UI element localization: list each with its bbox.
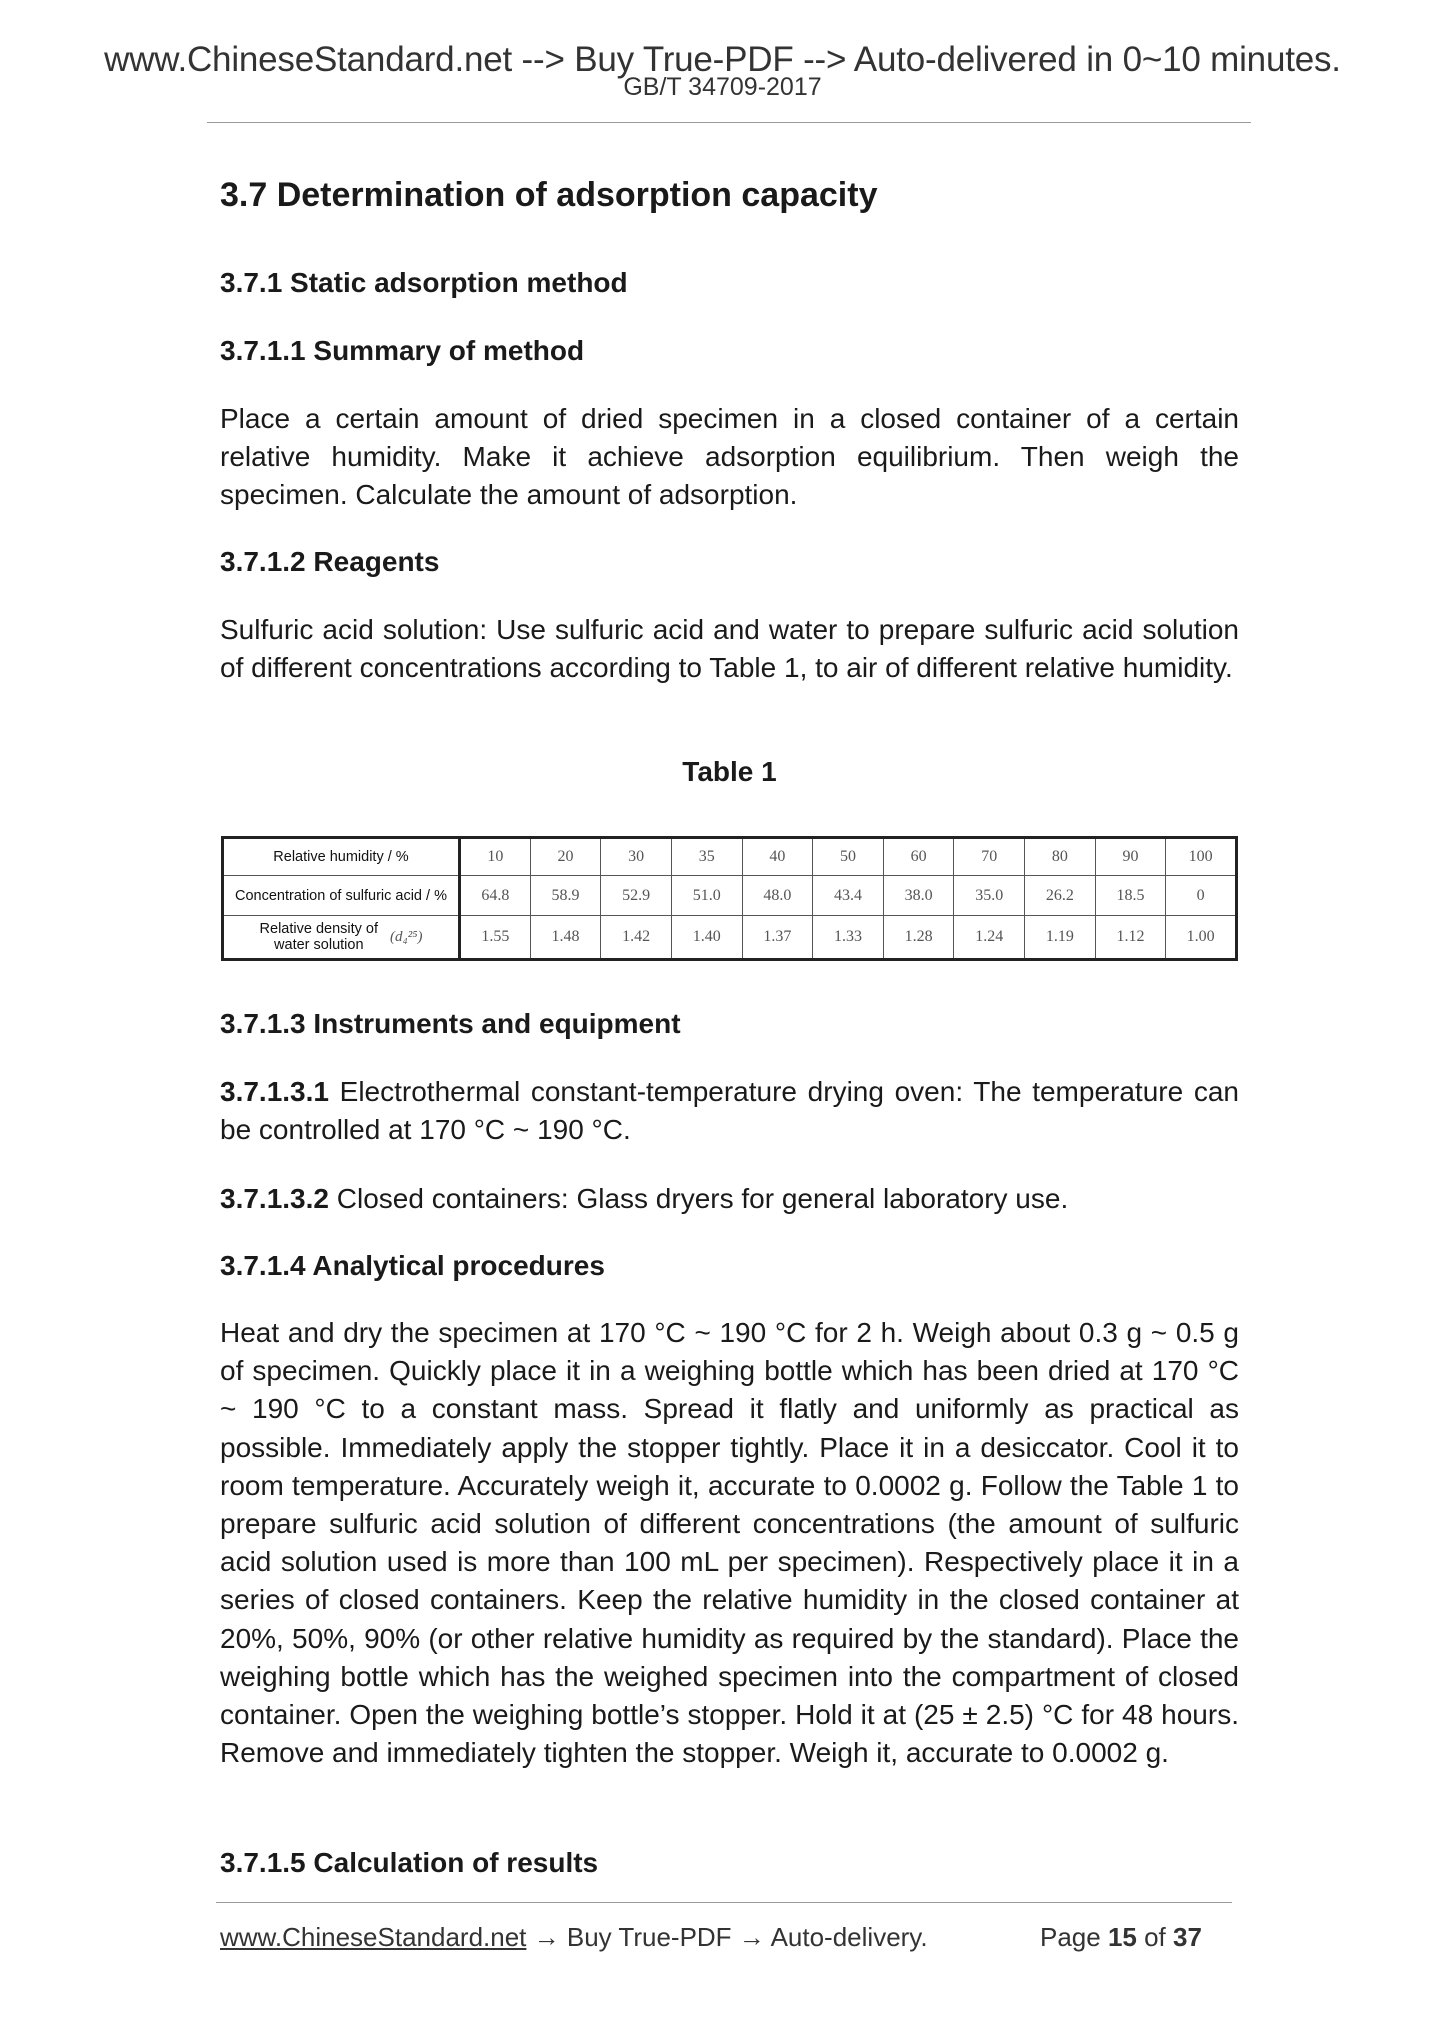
heading-3-7-1-5: 3.7.1.5 Calculation of results — [220, 1847, 599, 1878]
clause-text: Closed containers: Glass dryers for general laboratory use. — [328, 1183, 1069, 1214]
heading-3-7-1-1: 3.7.1.1 Summary of method — [220, 335, 585, 366]
density-cell: 1.37 — [742, 916, 813, 960]
paragraph-3-7-1-3-1 — [220, 1073, 1239, 1149]
header-divider — [207, 122, 1251, 123]
density-cell: 1.40 — [671, 916, 742, 960]
concentration-cell: 52.9 — [601, 876, 672, 916]
rh-cell: 100 — [1166, 838, 1237, 876]
density-cell: 1.48 — [530, 916, 601, 960]
density-cell: 1.28 — [883, 916, 954, 960]
table-row-relative-density — [223, 916, 1237, 960]
concentration-cell: 58.9 — [530, 876, 601, 916]
of-word: of — [1136, 1922, 1174, 1952]
heading-3-7-1-4: 3.7.1.4 Analytical procedures — [220, 1250, 605, 1281]
relative-density-label-line1: Relative density of — [259, 921, 379, 937]
paragraph-procedures: Heat and dry the specimen at 170 °C ~ 190 °C for 2 h. Weigh about 0.3 g ~ 0.5 g of specimen. Quickly place it in a weighing bottle which has been dried at 170 °C ~ 190 °C to a constant mass. Spread it flatly and uniformly as practical as possible. Immediately apply the stopper tightly. Place it in a desiccator. Cool it to room temperature. Accurately weigh it, accurate to 0.0002 g. Follow the Table 1 to prepare sulfuric acid solution of different concentrations (the amount of sulfuric acid solution used is more than 100 mL per specimen). Respectively place it in a series of closed containers. Keep the relative humidity in the closed container at 20%, 50%, 90% (or other relative humidity as required by the standard). Place the weighing bottle which has the weighed specimen into the compartment of closed container. Open the weighing bottle’s stopper. Hold it at (25 ± 2.5) °C for 48 hours. Remove and immediately tighten the stopper. Weigh it, accurate to 0.0002 g. — [220, 1317, 1239, 1769]
density-cell: 1.42 — [601, 916, 672, 960]
clause-number: 3.7.1.3.1 — [220, 1076, 329, 1107]
rh-cell: 10 — [460, 838, 531, 876]
clause-text: Electrothermal constant-temperature drying oven: The temperature can be controlled at 170 °C ~ 190 °C. — [220, 1076, 1239, 1146]
density-cell: 1.12 — [1095, 916, 1166, 960]
standard-number: GB/T 34709-2017 — [623, 73, 822, 101]
rh-cell: 80 — [1025, 838, 1096, 876]
paragraph-summary: Place a certain amount of dried specimen in a closed container of a certain relative humidity. Make it achieve adsorption equilibrium. Then weigh the specimen. Calculate the amount of adsorption. — [220, 403, 1239, 511]
concentration-cell: 43.4 — [813, 876, 884, 916]
footer-promo — [220, 1920, 928, 1954]
top-banner: www.ChineseStandard.net --> Buy True-PDF --> Auto-delivered in 0~10 minutes. — [104, 40, 1341, 79]
concentration-cell: 38.0 — [883, 876, 954, 916]
heading-3-7: 3.7 Determination of adsorption capacity — [220, 176, 878, 214]
rh-cell: 30 — [601, 838, 672, 876]
page-number: 15 — [1107, 1922, 1137, 1952]
table-row-relative-humidity — [223, 838, 1237, 876]
concentration-cell: 48.0 — [742, 876, 813, 916]
heading-3-7-1: 3.7.1 Static adsorption method — [220, 267, 628, 298]
table-1 — [221, 836, 1238, 961]
rh-cell: 35 — [671, 838, 742, 876]
table-row-concentration — [223, 876, 1237, 916]
footer-promo-text: → Buy True-PDF → Auto-delivery. — [526, 1922, 928, 1952]
density-cell: 1.00 — [1166, 916, 1237, 960]
paragraph-3-7-1-3-2 — [220, 1180, 1239, 1218]
relative-density-label — [260, 921, 378, 953]
density-cell: 1.24 — [954, 916, 1025, 960]
concentration-cell: 51.0 — [671, 876, 742, 916]
page-word: Page — [1040, 1922, 1108, 1952]
rh-cell: 60 — [883, 838, 954, 876]
total-pages: 37 — [1173, 1922, 1202, 1952]
density-cell: 1.19 — [1025, 916, 1096, 960]
concentration-cell: 64.8 — [460, 876, 531, 916]
clause-number: 3.7.1.3.2 — [220, 1183, 329, 1214]
footer-divider — [216, 1902, 1232, 1903]
table-caption: Table 1 — [682, 756, 777, 787]
relative-density-symbol: (d₄²⁵) — [390, 929, 423, 945]
rh-cell: 90 — [1095, 838, 1166, 876]
rh-cell: 50 — [813, 838, 884, 876]
concentration-cell: 26.2 — [1025, 876, 1096, 916]
row-label-relative-density — [223, 916, 460, 960]
concentration-cell: 18.5 — [1095, 876, 1166, 916]
concentration-cell: 0 — [1166, 876, 1237, 916]
footer-link[interactable]: www.ChineseStandard.net — [220, 1922, 527, 1952]
rh-cell: 70 — [954, 838, 1025, 876]
concentration-cell: 35.0 — [954, 876, 1025, 916]
rh-cell: 40 — [742, 838, 813, 876]
density-cell: 1.33 — [813, 916, 884, 960]
row-label-relative-humidity: Relative humidity / % — [223, 838, 460, 876]
rh-cell: 20 — [530, 838, 601, 876]
relative-density-label-line2: water solution — [274, 937, 364, 953]
heading-3-7-1-2: 3.7.1.2 Reagents — [220, 546, 440, 577]
paragraph-reagents: Sulfuric acid solution: Use sulfuric acid and water to prepare sulfuric acid solution of different concentrations according to Table 1, to air of different relative humidity. — [220, 614, 1239, 684]
density-cell: 1.55 — [460, 916, 531, 960]
page-indicator — [1040, 1920, 1202, 1954]
row-label-concentration: Concentration of sulfuric acid / % — [223, 876, 460, 916]
heading-3-7-1-3: 3.7.1.3 Instruments and equipment — [220, 1008, 681, 1039]
